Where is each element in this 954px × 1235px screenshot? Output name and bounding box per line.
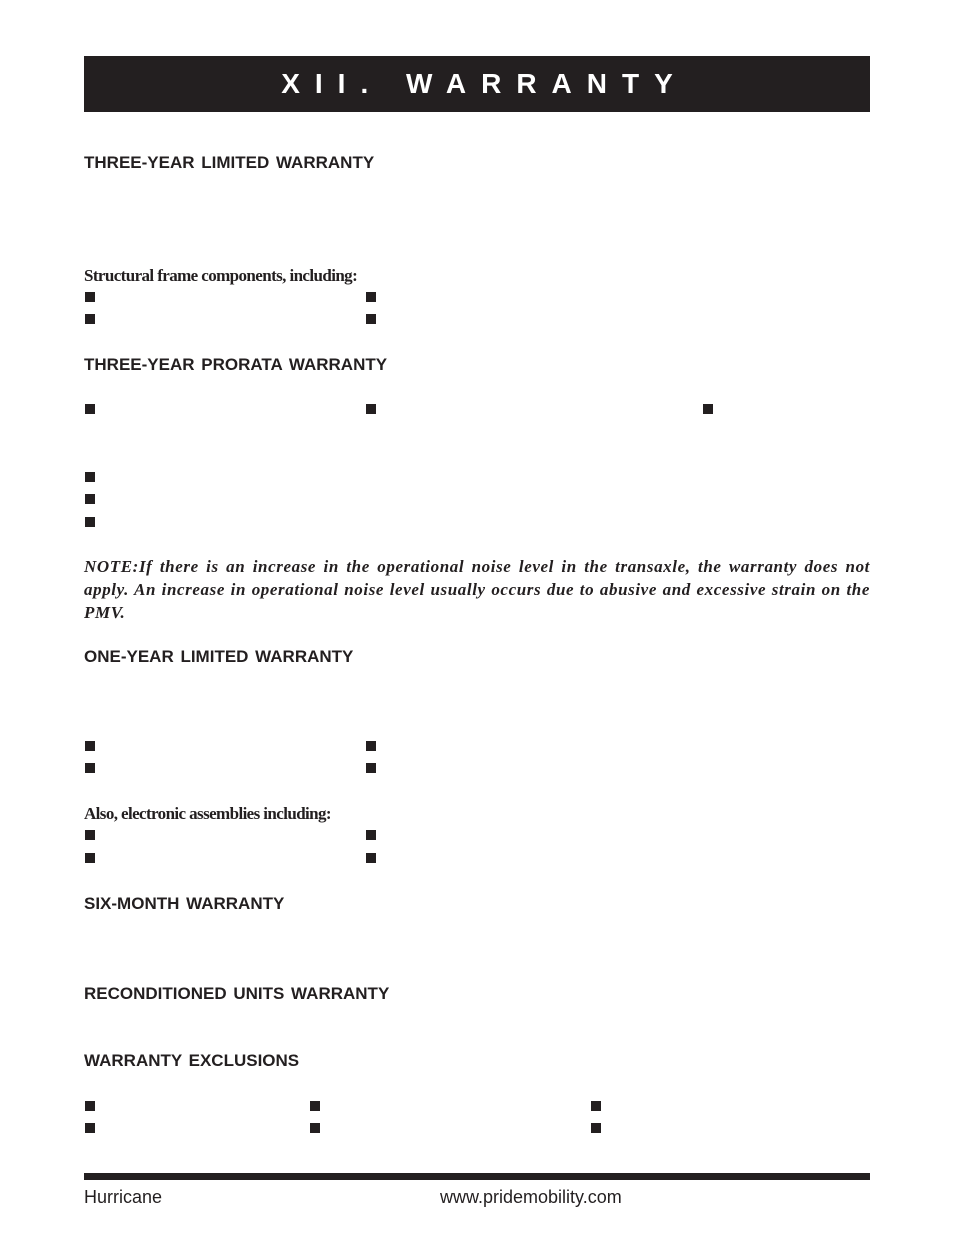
page-title: XII. WARRANTY — [281, 68, 688, 99]
square-bullet-icon — [85, 1123, 95, 1133]
three-year-limited-heading: THREE-YEAR LIMITED WARRANTY — [84, 153, 375, 172]
three-year-prorata-heading: THREE-YEAR PRORATA WARRANTY — [84, 355, 388, 374]
six-month-heading: SIX-MONTH WARRANTY — [84, 894, 285, 913]
square-bullet-icon — [85, 853, 95, 863]
square-bullet-icon — [85, 517, 95, 527]
title-banner — [84, 56, 870, 112]
square-bullet-icon — [366, 853, 376, 863]
structural-frame-lead: Structural frame components, including: — [84, 266, 358, 285]
square-bullet-icon — [85, 472, 95, 482]
square-bullet-icon — [85, 1101, 95, 1111]
square-bullet-icon — [703, 404, 713, 414]
square-bullet-icon — [85, 741, 95, 751]
electronic-assemblies-lead: Also, electronic assemblies including: — [84, 804, 331, 823]
square-bullet-icon — [591, 1123, 601, 1133]
square-bullet-icon — [366, 404, 376, 414]
footer-model: Hurricane — [84, 1187, 163, 1207]
square-bullet-icon — [85, 763, 95, 773]
square-bullet-icon — [366, 314, 376, 324]
square-bullet-icon — [85, 830, 95, 840]
square-bullet-icon — [366, 741, 376, 751]
square-bullet-icon — [310, 1101, 320, 1111]
square-bullet-icon — [366, 763, 376, 773]
square-bullet-icon — [85, 404, 95, 414]
square-bullet-icon — [85, 292, 95, 302]
square-bullet-icon — [85, 494, 95, 504]
square-bullet-icon — [310, 1123, 320, 1133]
footer-website: www.pridemobility.com — [440, 1187, 622, 1207]
one-year-limited-heading: ONE-YEAR LIMITED WARRANTY — [84, 647, 354, 666]
square-bullet-icon — [366, 292, 376, 302]
transaxle-noise-note: NOTE:If there is an increase in the operational noise level in the transaxle, the warranty does not apply. An increase in operational noise level usually occurs due to abusive and excessive strain on the PMV. — [84, 557, 870, 622]
square-bullet-icon — [366, 830, 376, 840]
square-bullet-icon — [591, 1101, 601, 1111]
reconditioned-heading: RECONDITIONED UNITS WARRANTY — [84, 984, 390, 1003]
square-bullet-icon — [85, 314, 95, 324]
exclusions-heading: WARRANTY EXCLUSIONS — [84, 1051, 300, 1070]
footer-rule — [84, 1173, 870, 1180]
